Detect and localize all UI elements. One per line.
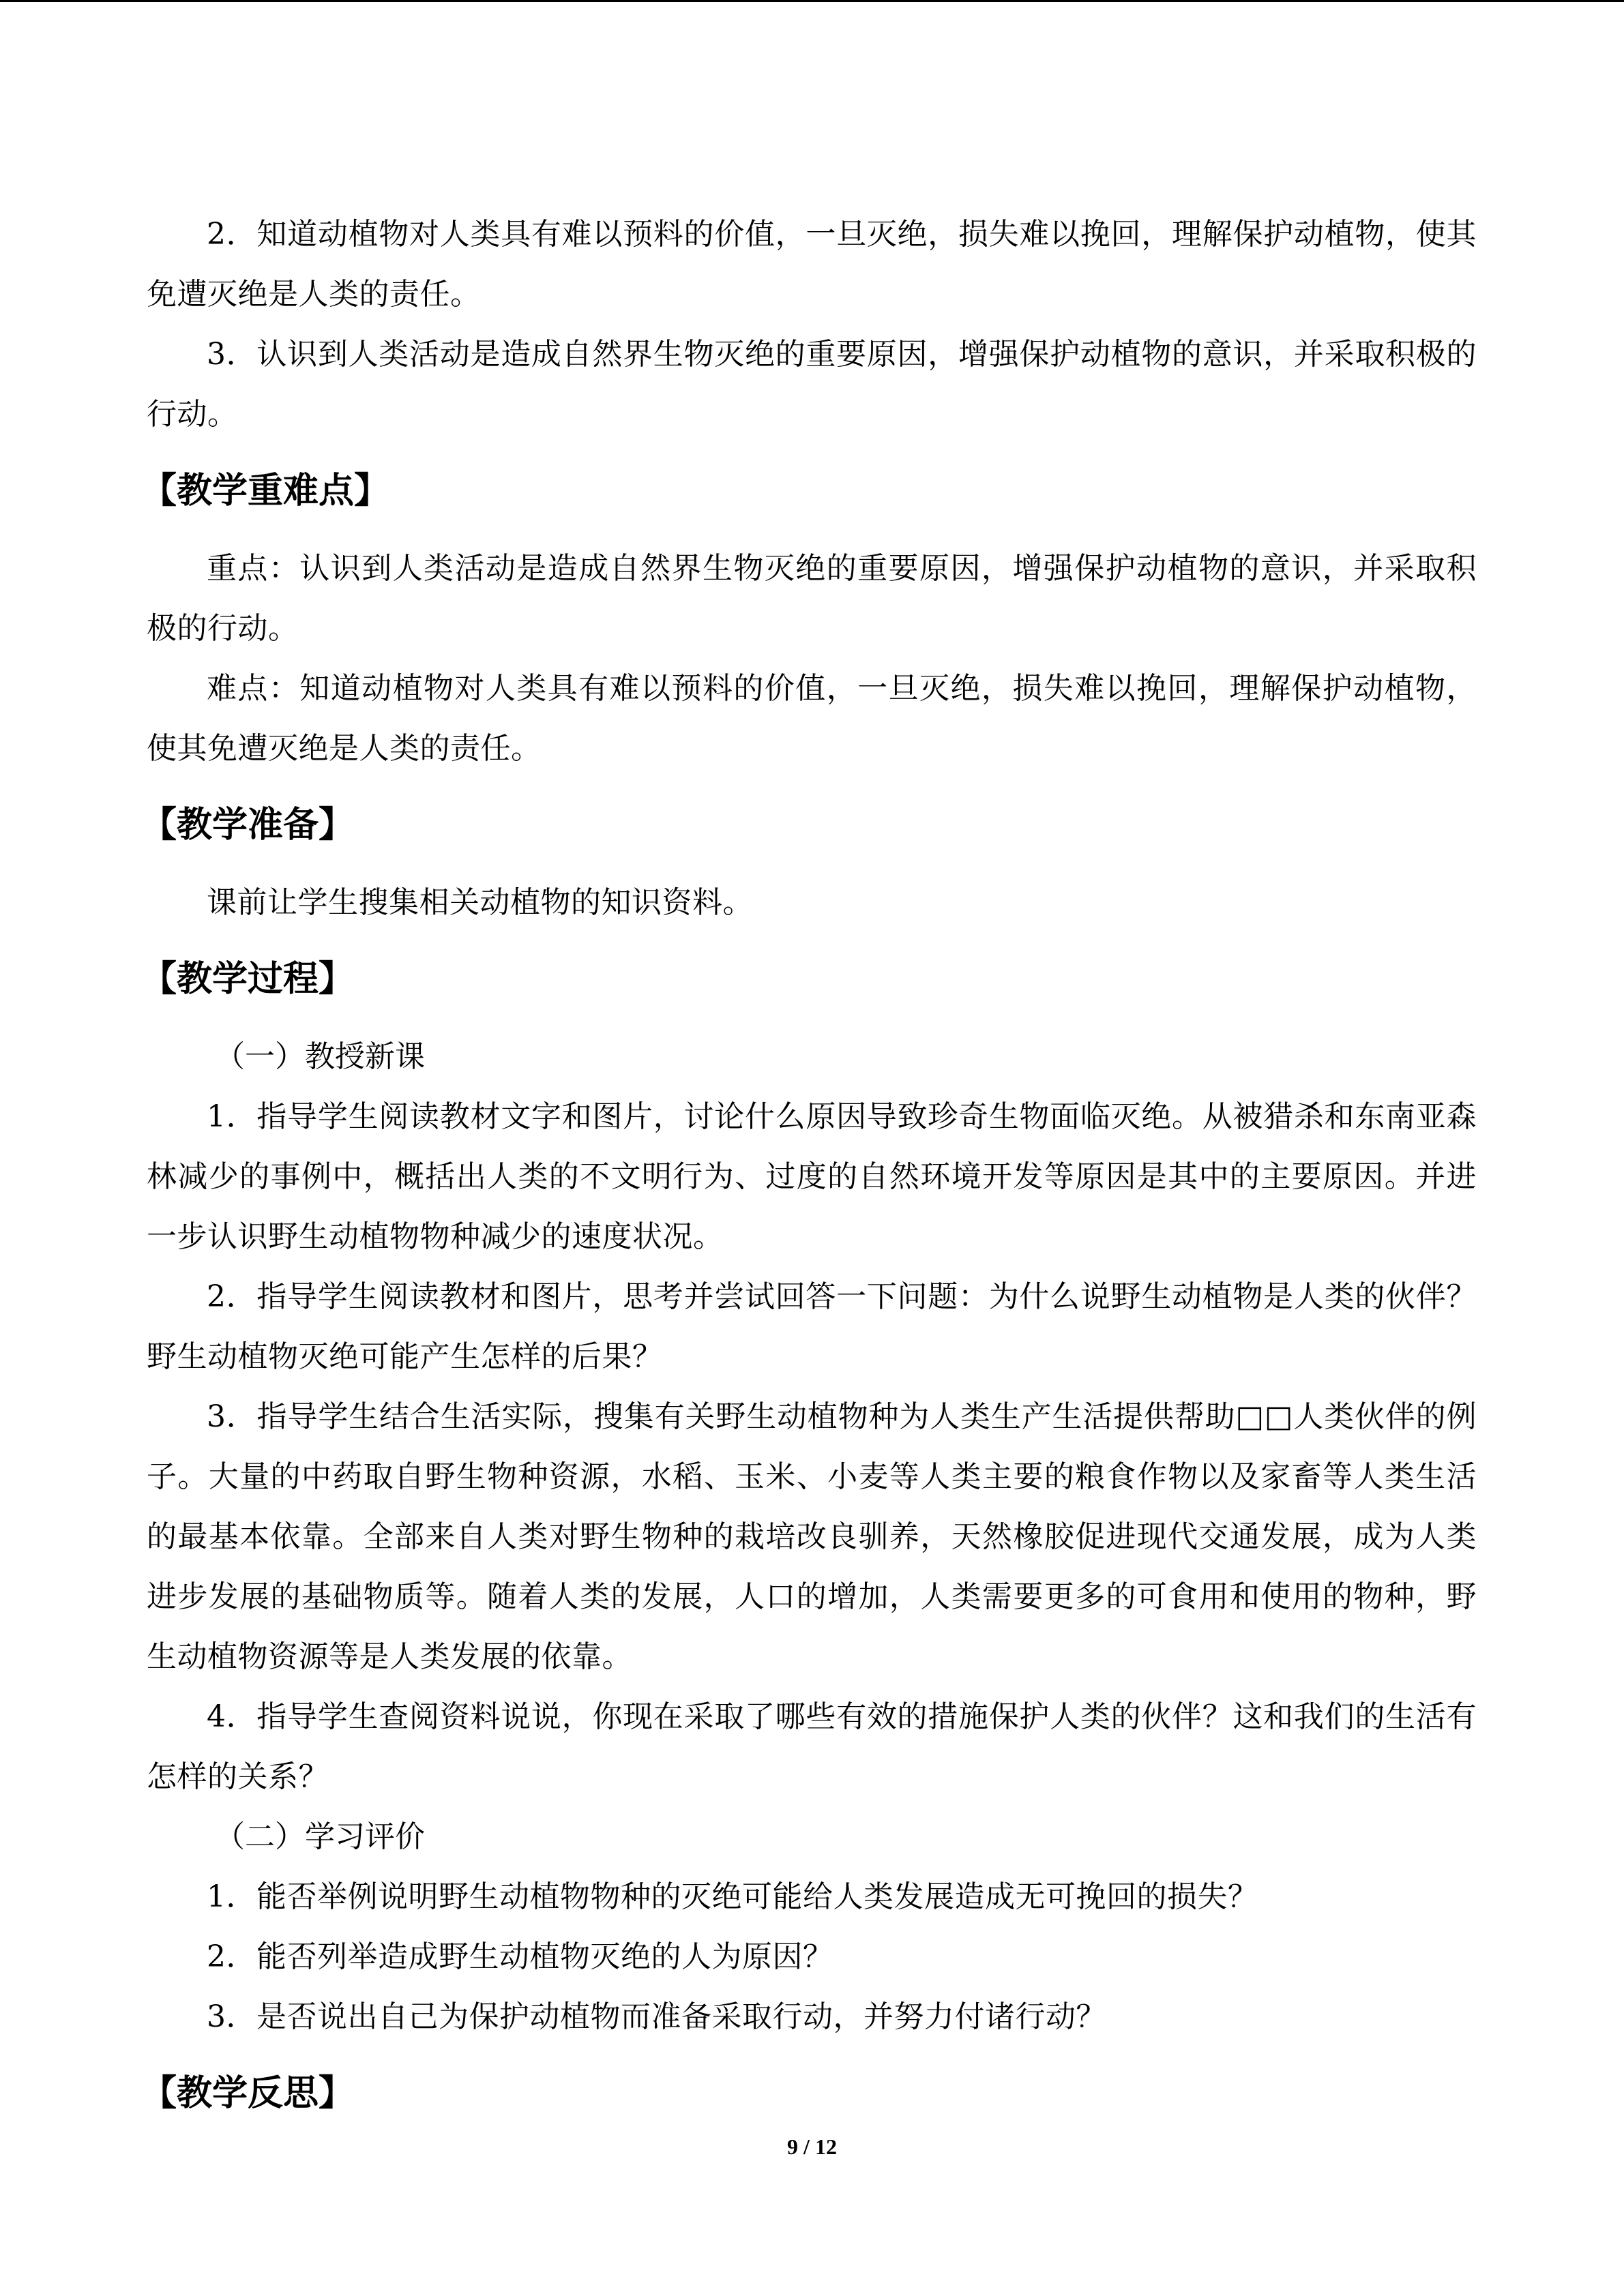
process-part2-title: （二）学习评价	[215, 1819, 425, 1854]
page-number: 9 / 12	[787, 2134, 837, 2159]
key-point-focus: 重点：认识到人类活动是造成自然界生物灭绝的重要原因，增强保护动植物的意识，并采取积极的行动。	[147, 551, 1477, 646]
section-heading-key-points: 【教学重难点】	[141, 471, 390, 511]
process-step-2: 2．指导学生阅读教材和图片，思考并尝试回答一下问题：为什么说野生动植物是人类的伙伴？野生动植物灭绝可能产生怎样的后果？	[147, 1279, 1477, 1374]
process-step-3: 3．指导学生结合生活实际，搜集有关野生动植物种为人类生产生活提供帮助□□人类伙伴的例子。大量的中药取自野生物种资源，水稻、玉米、小麦等人类主要的粮食作物以及家畜等人类生活的最基本依靠。全部来自人类对野生物种的栽培改良驯养，天然橡胶促进现代交通发展，成为人类进步发展的基础物质等。随着人类的发展，人口的增加，人类需要更多的可食用和使用的物种，野生动植物资源等是人类发展的依靠。	[147, 1399, 1477, 1674]
key-point-difficulty: 难点：知道动植物对人类具有难以预料的价值，一旦灭绝，损失难以挽回，理解保护动植物，使其免遭灭绝是人类的责任。	[147, 671, 1477, 766]
objective-item-3: 3．认识到人类活动是造成自然界生物灭绝的重要原因，增强保护动植物的意识，并采取积极的行动。	[147, 337, 1477, 432]
evaluation-item-2: 2．能否列举造成野生动植物灭绝的人为原因？	[207, 1939, 833, 1974]
preparation-text: 课前让学生搜集相关动植物的知识资料。	[207, 885, 753, 920]
evaluation-item-3: 3．是否说出自己为保护动植物而准备采取行动，并努力付诸行动？	[207, 1999, 1106, 2034]
section-heading-reflection: 【教学反思】	[141, 2073, 355, 2114]
process-step-1: 1．指导学生阅读教材文字和图片，讨论什么原因导致珍奇生物面临灭绝。从被猎杀和东南亚森林减少的事例中，概括出人类的不文明行为、过度的自然环境开发等原因是其中的主要原因。并进一步认识野生动植物物种减少的速度状况。	[147, 1099, 1477, 1254]
top-border	[0, 0, 1624, 2]
evaluation-item-1: 1．能否举例说明野生动植物物种的灭绝可能给人类发展造成无可挽回的损失？	[207, 1879, 1258, 1914]
process-part1-title: （一）教授新课	[215, 1039, 425, 1074]
document-page	[141, 205, 1477, 2141]
section-heading-preparation: 【教学准备】	[141, 805, 355, 846]
process-step-4: 4．指导学生查阅资料说说，你现在采取了哪些有效的措施保护人类的伙伴？这和我们的生活有怎样的关系？	[147, 1699, 1477, 1794]
section-heading-process: 【教学过程】	[141, 959, 355, 1000]
objective-item-2: 2．知道动植物对人类具有难以预料的价值，一旦灭绝，损失难以挽回，理解保护动植物，使其免遭灭绝是人类的责任。	[147, 217, 1477, 312]
